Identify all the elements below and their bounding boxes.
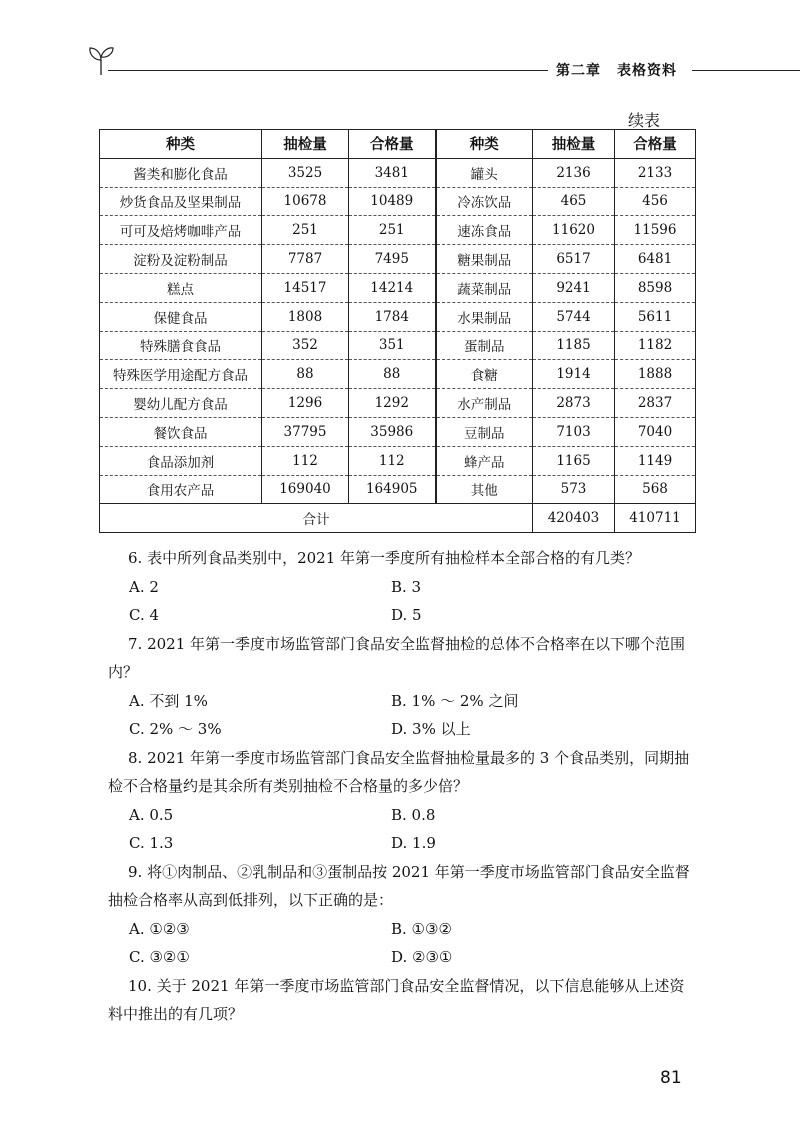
answer-option[interactable]: A. 2 [129, 577, 159, 596]
table-cell: 罐头 [436, 158, 533, 187]
answer-option[interactable]: B. ①③② [391, 919, 452, 938]
table-cell: 169040 [262, 475, 349, 504]
table-cell: 3481 [349, 158, 436, 187]
table-cell: 食品添加剂 [100, 446, 262, 475]
table-cell: 351 [349, 331, 436, 360]
column-header: 合格量 [349, 130, 436, 159]
table-cell: 14517 [262, 273, 349, 302]
table-cell: 糖果制品 [436, 245, 533, 274]
table-row [100, 302, 696, 331]
table-cell: 3525 [262, 158, 349, 187]
answer-option[interactable]: D. 3% 以上 [391, 720, 471, 738]
table-cell: 37795 [262, 417, 349, 446]
table-cell: 251 [262, 216, 349, 245]
column-header: 合格量 [615, 130, 696, 159]
answer-option[interactable]: D. ②③① [391, 948, 453, 966]
table-cell: 10489 [349, 187, 436, 216]
questions-section [108, 544, 698, 1029]
table-cell: 251 [349, 216, 436, 245]
question-text: 9. 将①肉制品、②乳制品和③蛋制品按 2021 年第一季度市场监管部门食品安全监督抽检合格率从高到低排列，以下正确的是： [108, 862, 690, 909]
answer-option[interactable]: A. 不到 1% [129, 691, 208, 710]
table-row [100, 417, 696, 446]
table-cell: 食用农产品 [100, 475, 262, 504]
table-cell: 8598 [615, 273, 696, 302]
table-row [100, 389, 696, 418]
table-cell: 1784 [349, 302, 436, 331]
table-cell: 9241 [533, 273, 615, 302]
answer-option[interactable]: D. 1.9 [391, 834, 436, 852]
table-cell: 1888 [615, 360, 696, 389]
table-cell: 2837 [615, 389, 696, 418]
table-cell: 5744 [533, 302, 615, 331]
table-cell: 蛋制品 [436, 331, 533, 360]
table-cell: 7787 [262, 245, 349, 274]
table-cell: 豆制品 [436, 417, 533, 446]
table-cell: 淀粉及淀粉制品 [100, 245, 262, 274]
option-line [108, 573, 698, 602]
table-row [100, 475, 696, 504]
option-line [108, 601, 698, 630]
table-cell: 112 [349, 446, 436, 475]
header-rule-left [108, 70, 548, 71]
table-row [100, 273, 696, 302]
answer-option[interactable]: A. 0.5 [129, 805, 174, 824]
table-cell: 蔬菜制品 [436, 273, 533, 302]
table-cell: 7040 [615, 417, 696, 446]
table-cell: 1185 [533, 331, 615, 360]
total-label: 合计 [100, 504, 533, 533]
page-header [0, 0, 800, 90]
table-total-row [100, 504, 696, 533]
table-cell: 7495 [349, 245, 436, 274]
table-cell: 水产制品 [436, 389, 533, 418]
table-cell: 2136 [533, 158, 615, 187]
answer-option[interactable]: C. ③②① [129, 948, 190, 966]
total-qualified: 410711 [615, 504, 696, 533]
answer-option[interactable]: C. 1.3 [129, 834, 174, 852]
table-row [100, 187, 696, 216]
total-sampled: 420403 [533, 504, 615, 533]
table-cell: 164905 [349, 475, 436, 504]
table-cell: 352 [262, 331, 349, 360]
column-header: 抽检量 [262, 130, 349, 159]
question-text: 6. 表中所列食品类别中，2021 年第一季度所有抽检样本全部合格的有几类？ [128, 549, 641, 567]
answer-option[interactable]: B. 0.8 [391, 805, 436, 824]
table-cell: 1292 [349, 389, 436, 418]
table-cell: 35986 [349, 417, 436, 446]
table-cell: 88 [262, 360, 349, 389]
option-line [108, 829, 698, 858]
table-cell: 14214 [349, 273, 436, 302]
section-label: 表格资料 [617, 63, 677, 79]
table-cell: 特殊医学用途配方食品 [100, 360, 262, 389]
inspection-table [99, 129, 696, 533]
table-cell: 1296 [262, 389, 349, 418]
table-cell: 酱类和膨化食品 [100, 158, 262, 187]
option-line [108, 687, 698, 716]
table-cell: 1165 [533, 446, 615, 475]
table-cell: 水果制品 [436, 302, 533, 331]
table-cell: 1149 [615, 446, 696, 475]
table-cell: 1182 [615, 331, 696, 360]
table-row [100, 360, 696, 389]
table-cell: 婴幼儿配方食品 [100, 389, 262, 418]
table-cell: 456 [615, 187, 696, 216]
table-cell: 465 [533, 187, 615, 216]
table-header-row [100, 130, 696, 159]
table-cell: 食糖 [436, 360, 533, 389]
table-cell: 11596 [615, 216, 696, 245]
option-line [108, 801, 698, 830]
table-cell: 7103 [533, 417, 615, 446]
table-cell: 餐饮食品 [100, 417, 262, 446]
table-cell: 112 [262, 446, 349, 475]
question-text: 10. 关于 2021 年第一季度市场监管部门食品安全监督情况，以下信息能够从上述资料中推出的有几项？ [108, 976, 685, 1023]
column-header: 种类 [100, 130, 262, 159]
table-cell: 其他 [436, 475, 533, 504]
table-cell: 糕点 [100, 273, 262, 302]
header-title [556, 60, 677, 80]
question-text: 7. 2021 年第一季度市场监管部门食品安全监督抽检的总体不合格率在以下哪个范围内？ [108, 634, 686, 681]
question-text: 8. 2021 年第一季度市场监管部门食品安全监督抽检量最多的 3 个食品类别，同期抽检不合格量约是其余所有类别抽检不合格量的多少倍？ [108, 748, 690, 795]
table-cell: 保健食品 [100, 302, 262, 331]
table-cell: 10678 [262, 187, 349, 216]
option-line [108, 915, 698, 944]
page-number: 81 [660, 1068, 682, 1088]
table-cell: 可可及焙烤咖啡产品 [100, 216, 262, 245]
table-cell: 2133 [615, 158, 696, 187]
chapter-label: 第二章 [556, 63, 601, 79]
table-cell: 蜂产品 [436, 446, 533, 475]
table-row [100, 331, 696, 360]
answer-option[interactable]: C. 2% ～ 3% [129, 720, 222, 738]
table-cell: 11620 [533, 216, 615, 245]
table-cell: 1808 [262, 302, 349, 331]
table-row [100, 158, 696, 187]
table-row [100, 216, 696, 245]
table-cell: 568 [615, 475, 696, 504]
table-cell: 88 [349, 360, 436, 389]
table-cell: 特殊膳食食品 [100, 331, 262, 360]
answer-option[interactable]: B. 3 [391, 577, 422, 596]
answer-option[interactable]: B. 1% ～ 2% 之间 [391, 691, 519, 710]
table-cell: 冷冻饮品 [436, 187, 533, 216]
answer-option[interactable]: D. 5 [391, 606, 422, 624]
table-cell: 炒货食品及坚果制品 [100, 187, 262, 216]
table-cell: 2873 [533, 389, 615, 418]
header-rule-right [692, 70, 800, 71]
table-row [100, 446, 696, 475]
table-cell: 6481 [615, 245, 696, 274]
table-cell: 速冻食品 [436, 216, 533, 245]
table-cell: 6517 [533, 245, 615, 274]
table-cell: 573 [533, 475, 615, 504]
table-row [100, 245, 696, 274]
option-line [108, 715, 698, 744]
option-line [108, 943, 698, 972]
answer-option[interactable]: C. 4 [129, 606, 160, 624]
table-cell: 5611 [615, 302, 696, 331]
answer-option[interactable]: A. ①②③ [129, 919, 190, 938]
column-header: 种类 [436, 130, 533, 159]
continued-label: 续表 [628, 111, 661, 130]
table-cell: 1914 [533, 360, 615, 389]
column-header: 抽检量 [533, 130, 615, 159]
